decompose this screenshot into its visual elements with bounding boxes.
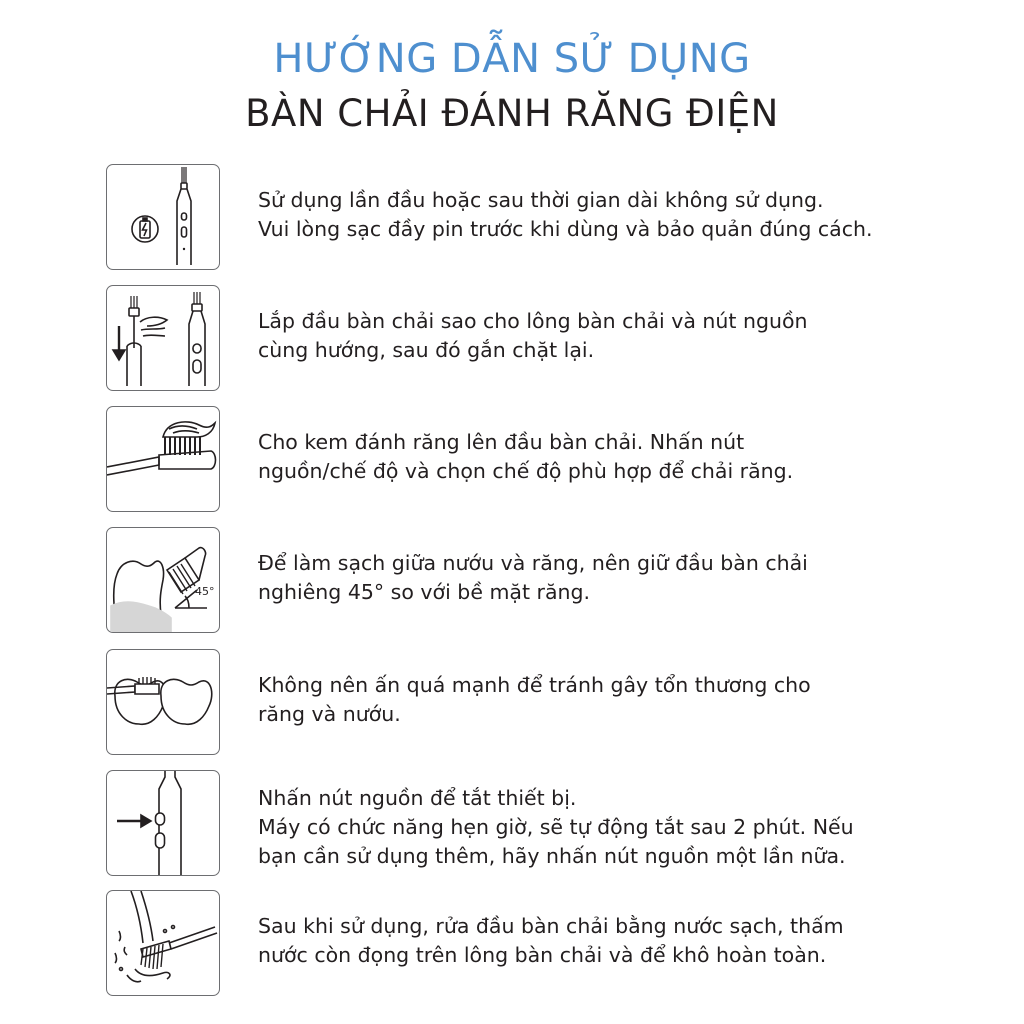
step-line: Sau khi sử dụng, rửa đầu bàn chải bằng nước sạch, thấm xyxy=(258,914,844,938)
step-3 xyxy=(106,406,922,512)
page-title: HƯỚNG DẪN SỬ DỤNG xyxy=(273,36,751,82)
step-line: Để làm sạch giữa nướu và răng, nên giữ đầu bàn chải xyxy=(258,551,808,575)
step-3-text xyxy=(258,428,888,486)
step-line: Vui lòng sạc đầy pin trước khi dùng và bảo quản đúng cách. xyxy=(258,217,873,241)
step-line: Sử dụng lần đầu hoặc sau thời gian dài không sử dụng. xyxy=(258,188,824,212)
rinse-brush-head-icon xyxy=(106,890,220,996)
step-line: bạn cần sử dụng thêm, hãy nhấn nút nguồn một lần nữa. xyxy=(258,844,846,868)
step-line: Máy có chức năng hẹn giờ, sẽ tự động tắt sau 2 phút. Nếu xyxy=(258,815,854,839)
angle-label: 45° xyxy=(195,585,215,598)
step-line: Cho kem đánh răng lên đầu bàn chải. Nhấn nút xyxy=(258,430,745,454)
step-4-text xyxy=(258,549,888,607)
step-1 xyxy=(106,164,922,270)
press-power-button-icon xyxy=(106,770,220,876)
step-line: nguồn/chế độ và chọn chế độ phù hợp để chải răng. xyxy=(258,459,794,483)
step-line: răng và nướu. xyxy=(258,702,401,726)
gentle-brushing-teeth-icon xyxy=(106,649,220,755)
step-line: Nhấn nút nguồn để tắt thiết bị. xyxy=(258,786,577,810)
step-2 xyxy=(106,285,922,391)
attach-brush-head-icon xyxy=(106,285,220,391)
step-6-text xyxy=(258,784,888,871)
step-6 xyxy=(106,770,922,876)
step-line: nước còn đọng trên lông bàn chải và để khô hoàn toàn. xyxy=(258,943,827,967)
toothpaste-on-brush-icon xyxy=(106,406,220,512)
step-1-text xyxy=(258,186,888,244)
step-2-text xyxy=(258,307,888,365)
step-5-text xyxy=(258,671,888,729)
step-5 xyxy=(106,649,922,755)
step-line: Lắp đầu bàn chải sao cho lông bàn chải và nút nguồn xyxy=(258,309,808,333)
step-line: cùng hướng, sau đó gắn chặt lại. xyxy=(258,338,595,362)
brush-angle-45-icon xyxy=(106,527,220,633)
step-7 xyxy=(106,890,922,996)
charging-toothbrush-icon xyxy=(106,164,220,270)
step-line: nghiêng 45° so với bề mặt răng. xyxy=(258,580,591,604)
step-line: Không nên ấn quá mạnh để tránh gây tổn thương cho xyxy=(258,673,811,697)
step-4 xyxy=(106,527,922,633)
page-subtitle: BÀN CHẢI ĐÁNH RĂNG ĐIỆN xyxy=(245,92,779,135)
step-7-text xyxy=(258,912,888,970)
